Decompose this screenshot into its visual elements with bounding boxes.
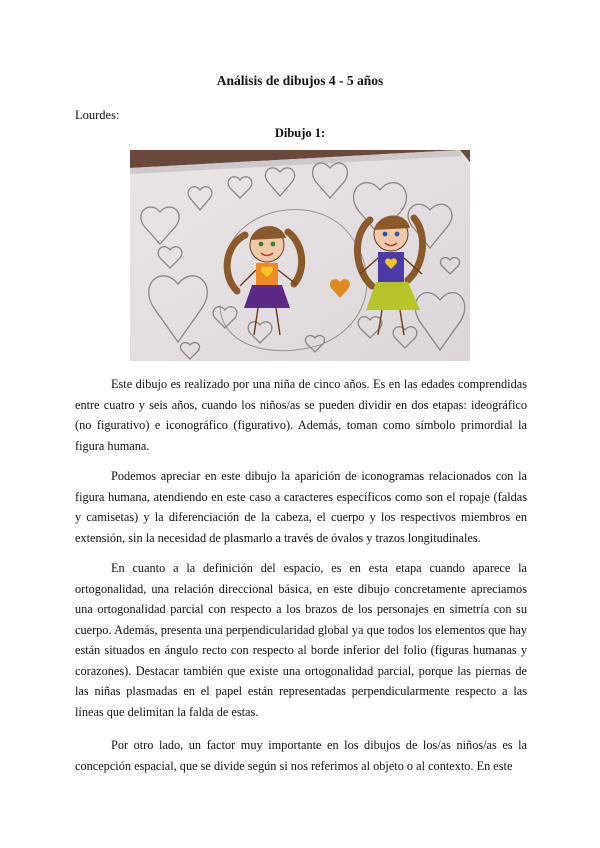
paragraph-2: Podemos apreciar en este dibujo la aparición de iconogramas relacionados con la figura humana, atendiendo en este caso a caracteres específicos como son el ropaje (faldas y camisetas) y la diferenciación de la cabeza, el cuerpo y los respectivos miembros en extensión, sin la necesidad de plasmarlo a través de óvalos y trazos longitudinales. bbox=[75, 469, 527, 545]
paragraph-4: Por otro lado, un factor muy importante en los dibujos de los/as niños/as es la concepción espacial, que se divide según si nos referimos al objeto o al contexto. En este bbox=[75, 738, 527, 773]
paragraph-3: En cuanto a la definición del espacio, es en esta etapa cuando aparece la ortogonalidad, una relación direccional básica, en este dibujo concretamente apreciamos una ortogonalidad parcial con respecto a los brazos de los personajes en simetría con su cuerpo. Además, presenta una perpendicularidad global ya que todos los elementos que hay están situados en ángulo recto con respecto al borde inferior del folio (figuras humanas y corazones). Destacar también que existe una ortogonalidad parcial, porque las piernas de las niñas plasmadas en el papel están representadas perpendicularmente respecto a las líneas que delimitan la falda de estas. bbox=[75, 561, 527, 719]
author-label: Lourdes: bbox=[75, 108, 120, 122]
figure-caption: Dibujo 1: bbox=[274, 126, 326, 140]
document-title: Análisis de dibujos 4 - 5 años bbox=[216, 73, 384, 88]
child-drawing-image bbox=[130, 150, 470, 361]
paragraph-1: Este dibujo es realizado por una niña de cinco años. Es en las edades comprendidas entre cuatro y seis años, cuando los niños/as se pueden dividir en dos etapas: ideográfico (no figurativo) e iconográfico (figurativo). Además, toman como símbolo primordial la figura humana. bbox=[75, 377, 527, 453]
